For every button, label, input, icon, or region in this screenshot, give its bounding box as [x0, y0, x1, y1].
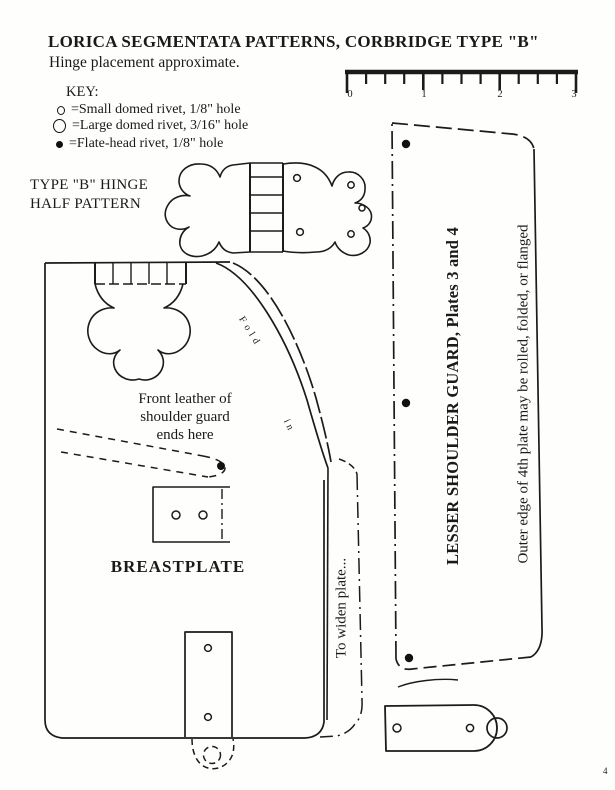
strap-flat-head-rivet: [217, 462, 225, 470]
hinge-half-pattern-drawing: [165, 163, 371, 257]
small-domed-rivet-icon: [57, 106, 65, 115]
front-leather-note-line1: Front leather of: [138, 391, 232, 407]
widen-plate-label: To widen plate...: [333, 557, 350, 659]
key-item-label: =Flate-head rivet, 1/8" hole: [69, 136, 224, 151]
ruler-label-2: 2: [497, 89, 503, 100]
key-item-small-domed-rivet: [57, 102, 241, 118]
front-leather-note: [138, 390, 231, 444]
neckline-inner-curve: [216, 263, 328, 468]
fold-label-2: in: [281, 417, 297, 435]
small-strap-plate: [385, 679, 507, 751]
hinge-rivet-holes: [294, 175, 365, 238]
breastplate-hinge-hatching: [113, 263, 167, 284]
hinge-label-line2: HALF PATTERN: [30, 196, 141, 212]
ruler-label-3: 3: [571, 89, 577, 100]
shoulder-guard-note: Outer edge of 4th plate may be rolled, folded, or flanged: [515, 224, 532, 564]
fold-label: Fold: [236, 314, 264, 350]
shoulder-guard-title: LESSER SHOULDER GUARD, Plates 3 and 4: [443, 227, 462, 565]
breastplate-hinge-half: [88, 263, 190, 380]
hinge-knuckle-hatching: [250, 177, 283, 231]
key-heading: KEY:: [66, 84, 99, 100]
page-subtitle: Hinge placement approximate.: [49, 54, 240, 71]
breastplate-drawing: [45, 262, 362, 769]
scale-ruler: [345, 72, 578, 93]
shoulder-guard-rivets: [402, 140, 413, 662]
page-number: 4: [603, 766, 608, 776]
buckle-plate: [153, 487, 230, 542]
key-item-label: =Small domed rivet, 1/8" hole: [71, 102, 241, 117]
front-leather-note-line3: ends here: [156, 427, 214, 443]
hinge-label-line1: TYPE "B" HINGE: [30, 177, 149, 193]
breastplate-name-label: BREASTPLATE: [110, 557, 246, 576]
front-leather-note-line2: shoulder guard: [140, 409, 230, 425]
large-domed-rivet-icon: [53, 119, 66, 133]
bottom-tab-dashed: [192, 739, 234, 769]
key-item-flat-head-rivet: [56, 136, 223, 152]
key-item-large-domed-rivet: [53, 118, 248, 134]
page-title: LORICA SEGMENTATA PATTERNS, CORBRIDGE TYPE "B": [48, 32, 539, 51]
key-item-label: =Large domed rivet, 3/16" hole: [72, 118, 249, 133]
flat-head-rivet-icon: [56, 141, 63, 148]
ruler-label-0: 0: [347, 89, 353, 100]
ruler-label-1: 1: [421, 89, 427, 100]
bottom-strap: [185, 632, 232, 737]
